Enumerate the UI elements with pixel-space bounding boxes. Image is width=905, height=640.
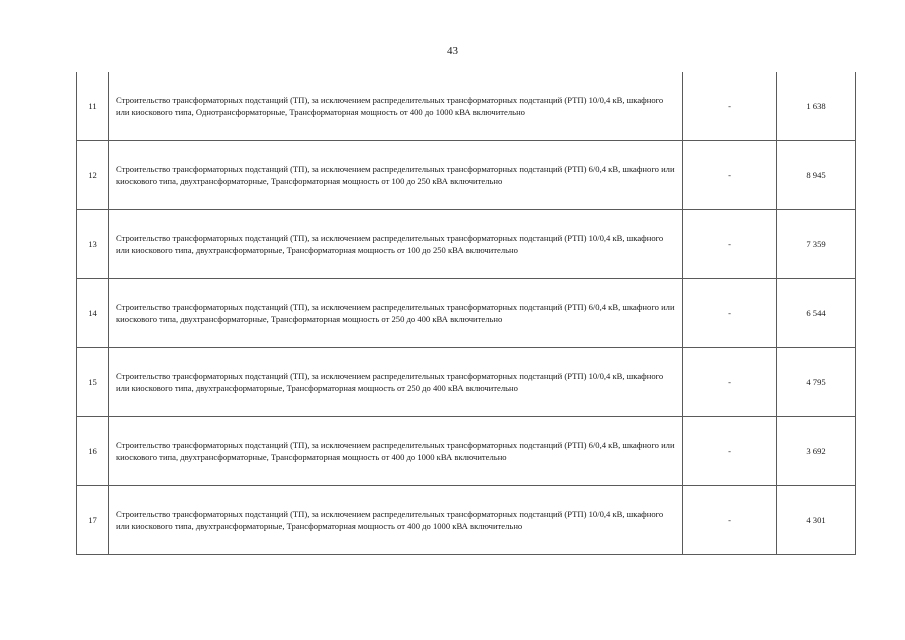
row-number: 13 xyxy=(77,210,109,279)
tariff-table xyxy=(76,72,856,555)
table-row xyxy=(77,417,856,486)
row-value: 4 795 xyxy=(777,348,856,417)
row-dash: - xyxy=(683,417,777,486)
row-value: 4 301 xyxy=(777,486,856,555)
row-value: 1 638 xyxy=(777,72,856,141)
row-number: 16 xyxy=(77,417,109,486)
row-value: 6 544 xyxy=(777,279,856,348)
row-number: 14 xyxy=(77,279,109,348)
table-row xyxy=(77,279,856,348)
row-description: Строительство трансформаторных подстанций (ТП), за исключением распределительных трансформаторных подстанций (РТП) 6/0,4 кВ, шкафного или киоскового типа, двухтрансформаторные, Трансформаторная мощность от 400 до 1000 кВА включительно xyxy=(109,417,683,486)
row-number: 11 xyxy=(77,72,109,141)
row-dash: - xyxy=(683,279,777,348)
row-number: 15 xyxy=(77,348,109,417)
row-dash: - xyxy=(683,72,777,141)
row-description: Строительство трансформаторных подстанций (ТП), за исключением распределительных трансформаторных подстанций (РТП) 10/0,4 кВ, шкафного или киоскового типа, двухтрансформаторные, Трансформаторная мощность от 400 до 1000 кВА включительно xyxy=(109,486,683,555)
row-description: Строительство трансформаторных подстанций (ТП), за исключением распределительных трансформаторных подстанций (РТП) 10/0,4 кВ, шкафного или киоскового типа, двухтрансформаторные, Трансформаторная мощность от 250 до 400 кВА включительно xyxy=(109,348,683,417)
row-dash: - xyxy=(683,141,777,210)
row-value: 8 945 xyxy=(777,141,856,210)
table-row xyxy=(77,72,856,141)
page-number: 43 xyxy=(447,45,458,57)
row-dash: - xyxy=(683,210,777,279)
table-row xyxy=(77,210,856,279)
table-row xyxy=(77,348,856,417)
row-description: Строительство трансформаторных подстанций (ТП), за исключением распределительных трансформаторных подстанций (РТП) 10/0,4 кВ, шкафного или киоскового типа, Однотрансформаторные, Трансформаторная мощность от 400 до 1000 кВА включительно xyxy=(109,72,683,141)
row-description: Строительство трансформаторных подстанций (ТП), за исключением распределительных трансформаторных подстанций (РТП) 6/0,4 кВ, шкафного или киоскового типа, двухтрансформаторные, Трансформаторная мощность от 250 до 400 кВА включительно xyxy=(109,279,683,348)
row-description: Строительство трансформаторных подстанций (ТП), за исключением распределительных трансформаторных подстанций (РТП) 10/0,4 кВ, шкафного или киоскового типа, двухтрансформаторные, Трансформаторная мощность от 100 до 250 кВА включительно xyxy=(109,210,683,279)
row-dash: - xyxy=(683,348,777,417)
table-row xyxy=(77,486,856,555)
row-description: Строительство трансформаторных подстанций (ТП), за исключением распределительных трансформаторных подстанций (РТП) 6/0,4 кВ, шкафного или киоскового типа, двухтрансформаторные, Трансформаторная мощность от 100 до 250 кВА включительно xyxy=(109,141,683,210)
row-dash: - xyxy=(683,486,777,555)
row-number: 17 xyxy=(77,486,109,555)
table-row xyxy=(77,141,856,210)
row-number: 12 xyxy=(77,141,109,210)
row-value: 3 692 xyxy=(777,417,856,486)
row-value: 7 359 xyxy=(777,210,856,279)
